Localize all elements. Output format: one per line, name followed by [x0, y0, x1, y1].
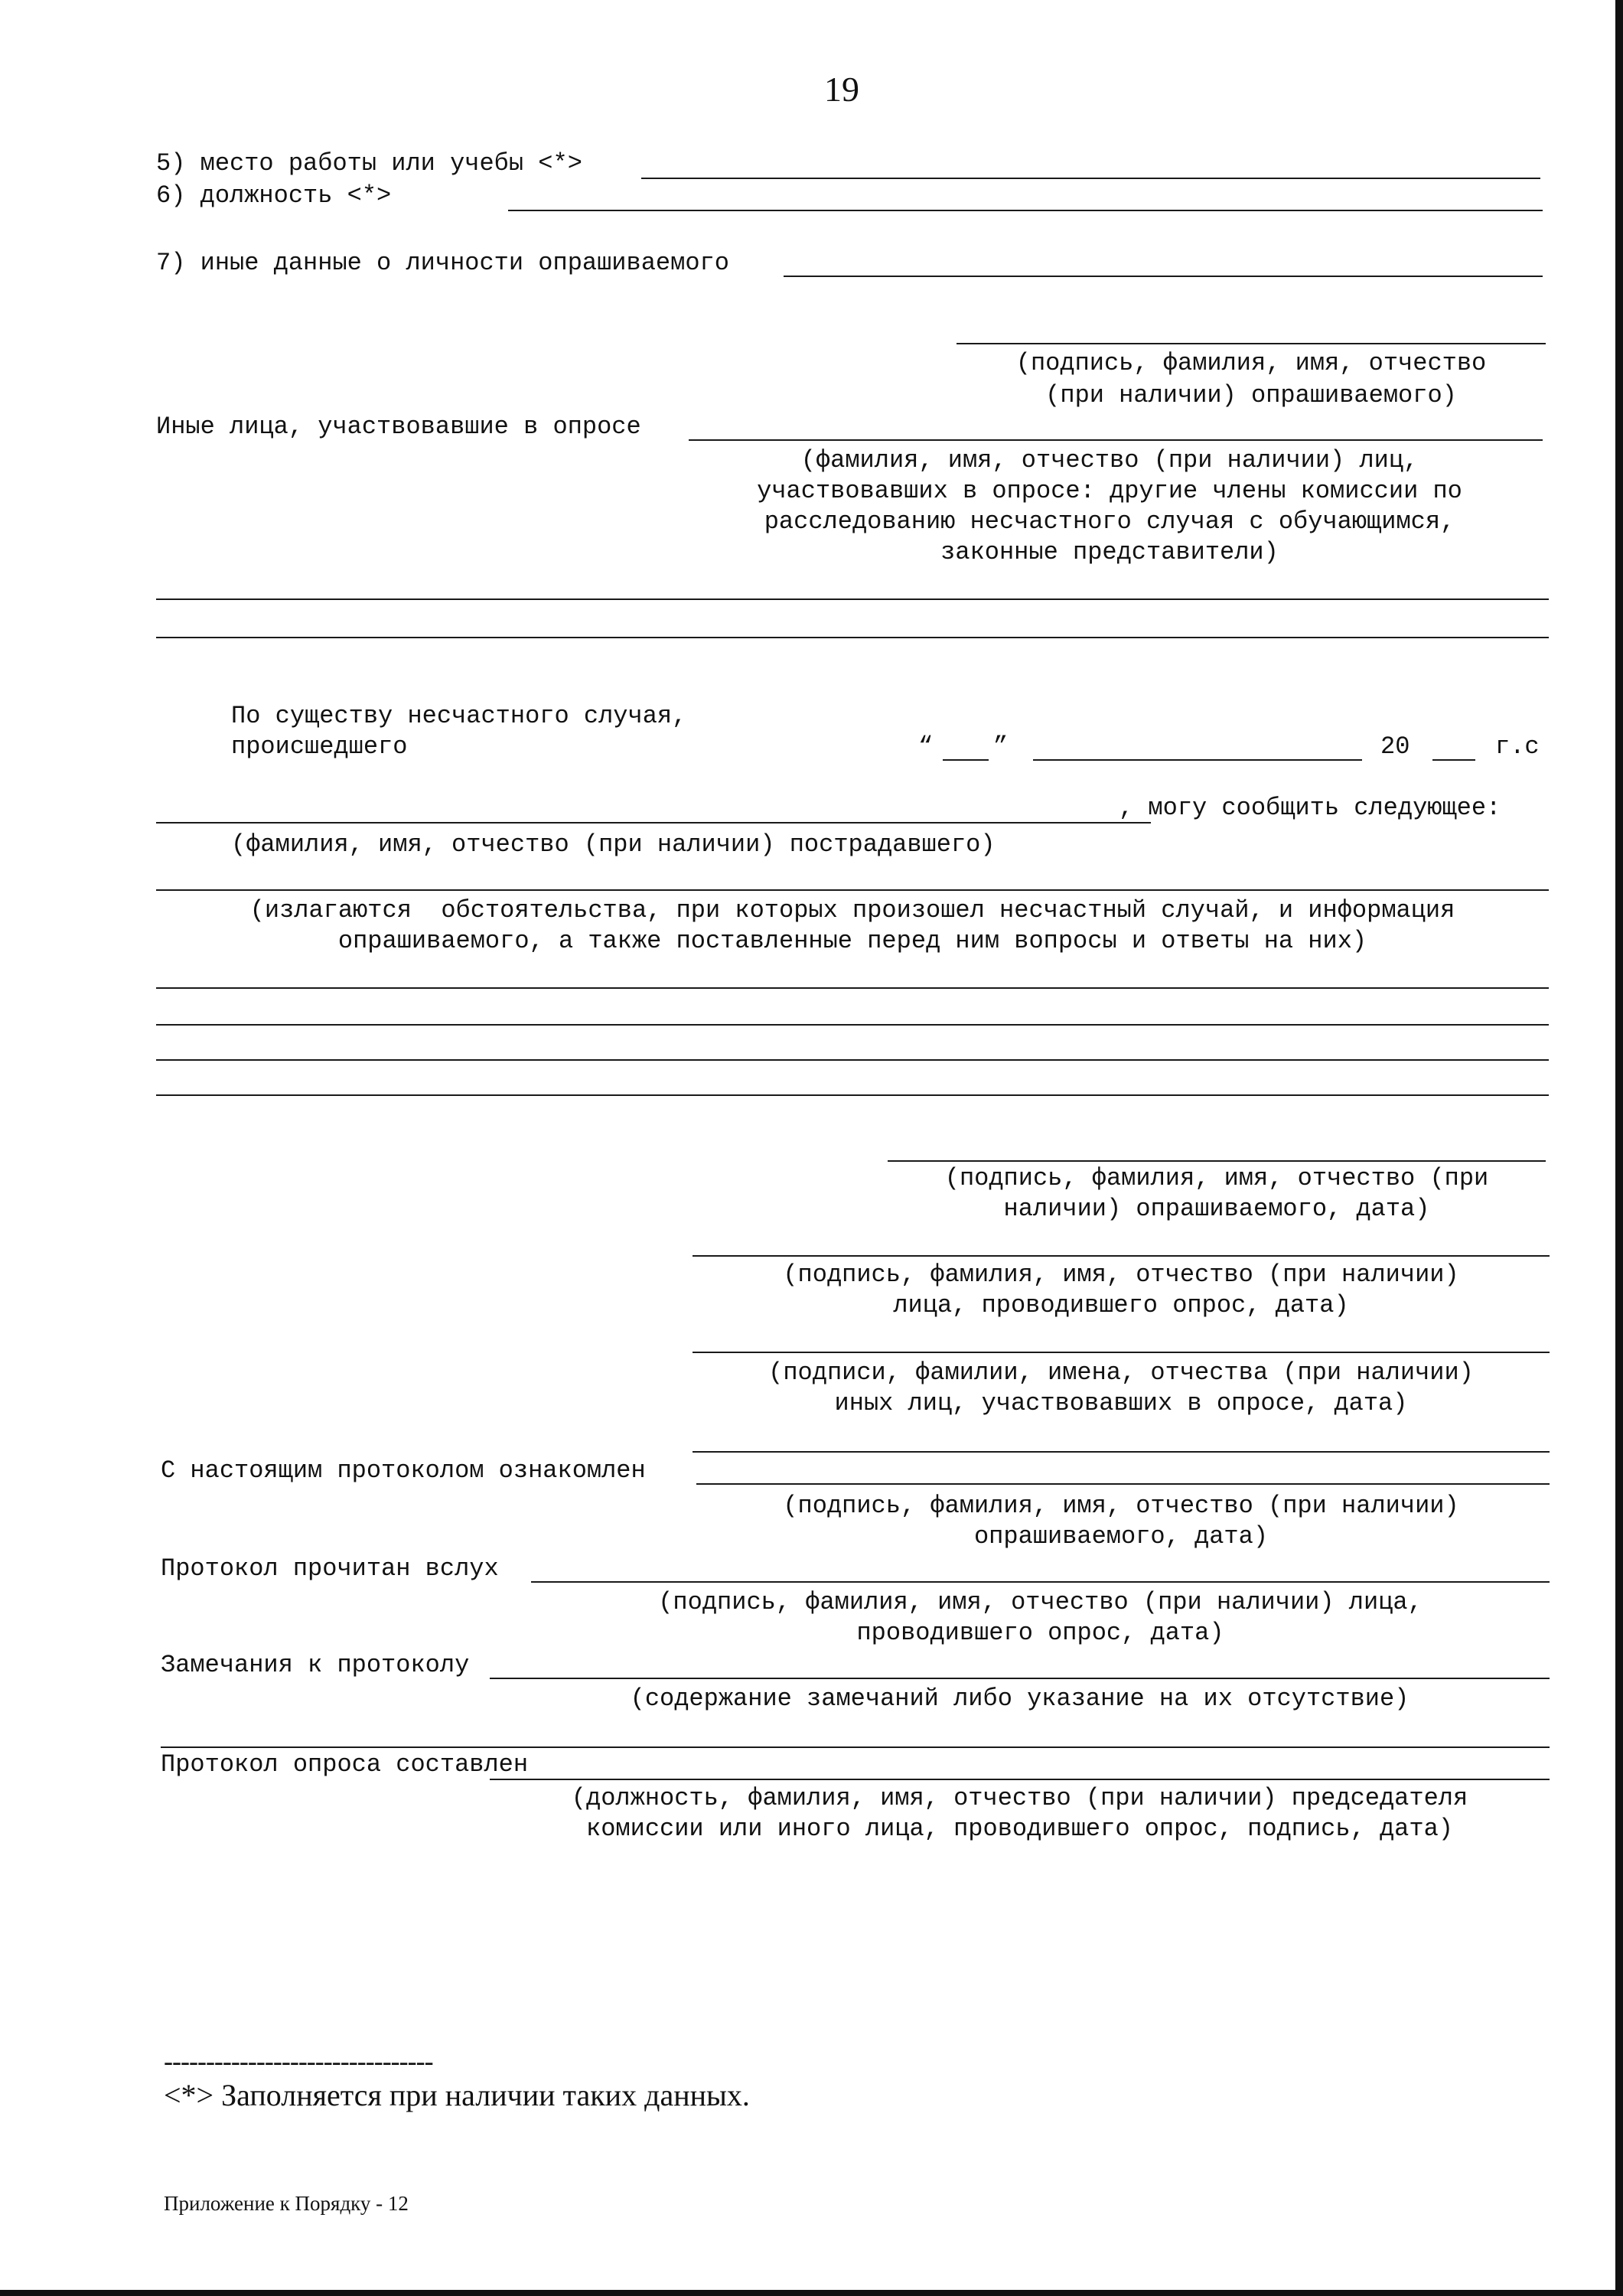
remarks-caption: (содержание замечаний либо указание на их отсутствие) [630, 1684, 1410, 1713]
item-other-label: 7) иные данные о личности опрашиваемого [156, 249, 729, 277]
interviewer-signature-field[interactable] [693, 1255, 1550, 1257]
victim-caption: (фамилия, имя, отчество (при наличии) пострадавшего) [231, 830, 996, 859]
remarks-extra-line[interactable] [161, 1746, 1550, 1748]
read-aloud-field[interactable] [531, 1581, 1550, 1583]
essence-line-2: происшедшего [231, 732, 408, 761]
read-aloud-caption-1: (подпись, фамилия, имя, отчество (при наличии) лица, [658, 1588, 1423, 1616]
answer-line-1[interactable] [156, 987, 1549, 989]
answer-line-3[interactable] [156, 1059, 1549, 1061]
remarks-field[interactable] [490, 1678, 1550, 1679]
item-work-field[interactable] [641, 178, 1540, 179]
essence-line-1: По существу несчастного случая, [231, 702, 687, 730]
footer-text: Приложение к Порядку - 12 [164, 2192, 409, 2215]
date-open-quote: “ [918, 732, 934, 761]
interviewee-date-caption-1: (подпись, фамилия, имя, отчество (при [944, 1164, 1489, 1192]
year-prefix: 20 [1380, 732, 1410, 761]
interviewee-date-signature-field[interactable] [888, 1160, 1546, 1162]
circumstances-caption-2: опрашиваемого, а также поставленные перед ним вопросы и ответы на них) [337, 927, 1367, 955]
others-caption-2: иных лиц, участвовавших в опросе, дата) [834, 1389, 1408, 1417]
scan-right-border [1615, 0, 1623, 2296]
read-aloud-caption-2: проводившего опрос, дата) [856, 1619, 1224, 1647]
compiled-field[interactable] [490, 1779, 1550, 1780]
interviewer-caption-1: (подпись, фамилия, имя, отчество (при наличии) [783, 1261, 1459, 1289]
compiled-caption-1: (должность, фамилия, имя, отчество (при наличии) председателя [571, 1784, 1468, 1812]
remarks-label: Замечания к протоколу [161, 1651, 470, 1679]
interviewee-signature-field[interactable] [957, 343, 1546, 344]
footnote-separator: -------------------------------- [164, 2046, 433, 2076]
victim-name-field[interactable] [156, 822, 1151, 823]
others-signature-field[interactable] [693, 1352, 1550, 1353]
read-aloud-label: Протокол прочитан вслух [161, 1554, 499, 1583]
item-position-label: 6) должность <*> [156, 181, 392, 210]
date-month-field[interactable] [1033, 759, 1362, 761]
item-work-label: 5) место работы или учебы <*> [156, 149, 582, 178]
acquainted-field[interactable] [696, 1483, 1550, 1485]
other-persons-caption-4: законные представители) [940, 538, 1279, 566]
footnote-text: <*> Заполняется при наличии таких данных. [164, 2078, 750, 2112]
scan-bottom-border [0, 2290, 1623, 2296]
date-close-quote: ” [993, 732, 1009, 761]
date-year-field[interactable] [1432, 759, 1475, 761]
answer-line-2[interactable] [156, 1024, 1549, 1026]
interviewer-caption-2: лица, проводившего опрос, дата) [893, 1291, 1349, 1319]
can-report-text: , могу сообщить следующее: [1119, 794, 1501, 822]
year-suffix: г.с [1495, 732, 1540, 761]
compiled-label: Протокол опроса составлен [161, 1750, 529, 1779]
others-extra-line[interactable] [693, 1451, 1550, 1453]
page-number: 19 [824, 70, 859, 109]
circumstances-field[interactable] [156, 889, 1549, 891]
other-persons-caption-1: (фамилия, имя, отчество (при наличии) лиц, [800, 446, 1419, 475]
others-caption-1: (подписи, фамилии, имена, отчества (при наличии) [768, 1358, 1474, 1387]
other-persons-field[interactable] [689, 439, 1543, 441]
item-position-field[interactable] [508, 210, 1543, 211]
acquainted-label: С настоящим протоколом ознакомлен [161, 1456, 646, 1485]
answer-line-4[interactable] [156, 1094, 1549, 1096]
date-day-field[interactable] [943, 759, 989, 761]
compiled-caption-2: комиссии или иного лица, проводившего опрос, подпись, дата) [586, 1815, 1453, 1843]
other-persons-caption-3: расследованию несчастного случая с обучающимся, [764, 507, 1455, 536]
interviewee-sig-caption-2: (при наличии) опрашиваемого) [1045, 381, 1457, 409]
interviewee-sig-caption-1: (подпись, фамилия, имя, отчество [1015, 349, 1487, 377]
interviewee-date-caption-2: наличии) опрашиваемого, дата) [1003, 1195, 1430, 1223]
acquainted-caption-1: (подпись, фамилия, имя, отчество (при наличии) [783, 1492, 1459, 1520]
item-other-field[interactable] [784, 276, 1543, 277]
acquainted-caption-2: опрашиваемого, дата) [973, 1522, 1269, 1551]
other-persons-caption-2: участвовавших в опросе: другие члены комиссии по [757, 477, 1462, 505]
other-persons-label: Иные лица, участвовавшие в опросе [156, 413, 641, 441]
blank-line-1[interactable] [156, 598, 1549, 600]
circumstances-caption-1: (излагаются обстоятельства, при которых произошел несчастный случай, и информация [249, 896, 1455, 925]
blank-line-2[interactable] [156, 637, 1549, 638]
